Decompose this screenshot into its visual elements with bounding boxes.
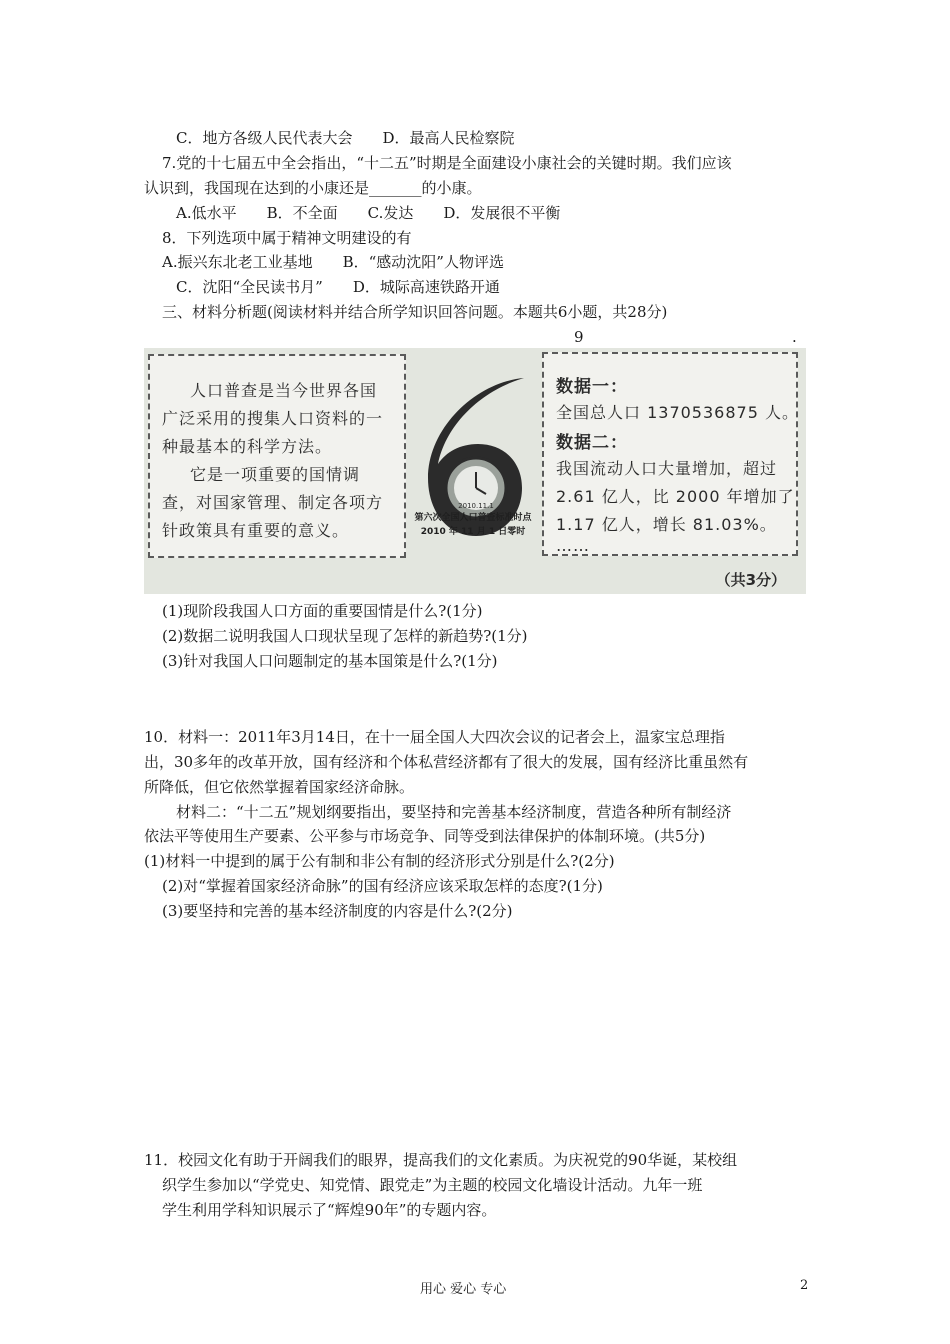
question-9-sub-1: (1)现阶段我国人口方面的重要国情是什么?(1分): [162, 602, 483, 620]
question-10-line-2: 出，30多年的改革开放，国有经济和个体私营经济都有了很大的发展，国有经济比重虽然有: [144, 753, 749, 771]
intro-text-line: 查，对国家管理、制定各项方: [162, 493, 384, 512]
question-11-line-1: 11．校园文化有助于开阔我们的眼界，提高我们的文化素质。为庆祝党的90华诞，某校组: [144, 1151, 738, 1169]
question-8-stem: 8．下列选项中属于精神文明建设的有: [162, 229, 412, 247]
question-10-line-1: 10．材料一：2011年3月14日，在十一届全国人大四次会议的记者会上，温家宝总理指: [144, 728, 725, 746]
figure-score: （共3分）: [715, 571, 786, 589]
logo-caption-2: 2010 年 11 月 1 日零时: [420, 527, 526, 537]
intro-text-line: 广泛采用的搜集人口资料的一: [162, 409, 384, 428]
census-figure: [144, 348, 806, 594]
question-10-sub-1: (1)材料一中提到的属于公有制和非公有制的经济形式分别是什么?(2分): [144, 852, 615, 870]
question-8-options-ab: A.振兴东北老工业基地 B．“感动沈阳”人物评选: [162, 253, 504, 271]
question-11-line-2: 织学生参加以“学党史、知党情、跟党走”为主题的校园文化墙设计活动。九年一班: [162, 1176, 703, 1194]
data2-line: ……: [556, 536, 590, 555]
question-10-sub-2: (2)对“掌握着国家经济命脉”的国有经济应该采取怎样的态度?(1分): [162, 877, 603, 895]
question-8-options-cd: C．沈阳“全民读书月” D．城际高速铁路开通: [176, 278, 500, 296]
question-7-options: A.低水平 B．不全面 C.发达 D．发展很不平衡: [176, 204, 561, 222]
logo-caption-1: 第六次全国人口普查标准时点: [414, 513, 532, 523]
data1-text: 全国总人口 1370536875 人。: [556, 403, 799, 422]
data2-heading: 数据二：: [556, 433, 628, 453]
question-9-number: 9: [574, 328, 584, 346]
question-11-line-3: 学生利用学科知识展示了“辉煌90年”的专题内容。: [162, 1201, 497, 1219]
question-7-line-1: 7.党的十七届五中全会指出，“十二五”时期是全面建设小康社会的关键时期。我们应该: [162, 154, 732, 172]
question-9-sub-3: (3)针对我国人口问题制定的基本国策是什么?(1分): [162, 652, 498, 670]
census-six-logo-icon: [406, 348, 540, 594]
intro-text-line: 针政策具有重要的意义。: [162, 521, 350, 540]
intro-text-line: 种最基本的科学方法。: [162, 437, 333, 456]
logo-date: 2010.11.1: [458, 502, 494, 510]
footer-motto: 用心 爱心 专心: [420, 1282, 507, 1297]
question-9-sub-2: (2)数据二说明我国人口现状呈现了怎样的新趋势?(1分): [162, 627, 528, 645]
question-6-options: C．地方各级人民代表大会 D．最高人民检察院: [176, 129, 515, 147]
question-9-dot: .: [792, 328, 797, 346]
census-logo: [406, 348, 540, 594]
data2-line: 2.61 亿人，比 2000 年增加了: [556, 487, 795, 506]
data1-heading: 数据一：: [556, 377, 628, 397]
intro-text-line: 它是一项重要的国情调: [190, 465, 361, 484]
census-intro-box: [148, 354, 406, 558]
census-data-box: [542, 352, 798, 556]
section-3-heading: 三、材料分析题(阅读材料并结合所学知识回答问题。本题共6小题，共28分): [162, 303, 668, 321]
intro-text-line: 人口普查是当今世界各国: [190, 381, 378, 400]
page-number: 2: [800, 1278, 809, 1293]
question-7-line-2: 认识到，我国现在达到的小康还是_______的小康。: [144, 179, 482, 197]
question-10-sub-3: (3)要坚持和完善的基本经济制度的内容是什么?(2分): [162, 902, 513, 920]
question-10-line-5: 依法平等使用生产要素、公平参与市场竞争、同等受到法律保护的体制环境。(共5分): [144, 827, 706, 845]
data2-line: 我国流动人口大量增加，超过: [556, 459, 778, 478]
question-10-line-3: 所降低，但它依然掌握着国家经济命脉。: [144, 778, 415, 796]
question-10-line-4: 材料二：“十二五”规划纲要指出，要坚持和完善基本经济制度，营造各种所有制经济: [176, 803, 732, 821]
data2-line: 1.17 亿人，增长 81.03%。: [556, 515, 777, 534]
